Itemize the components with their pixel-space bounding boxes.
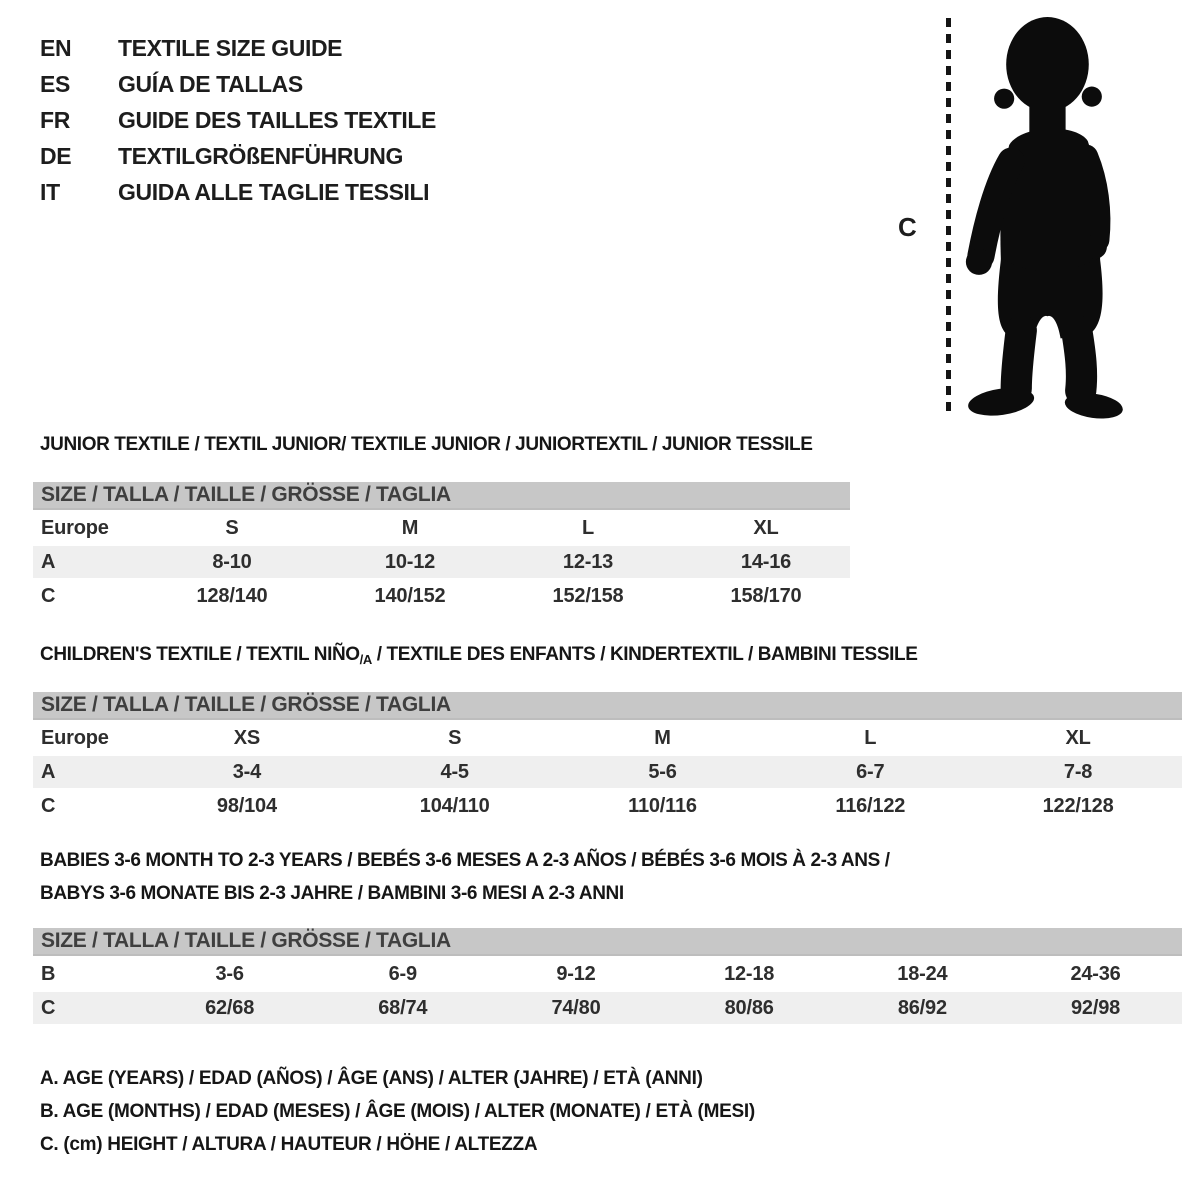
language-code: EN	[40, 34, 72, 61]
guide-title-es: GUÍA DE TALLAS	[118, 70, 303, 97]
size-cell: M	[401, 516, 419, 539]
table-row-height	[33, 788, 1182, 824]
height-cell: 116/122	[835, 794, 906, 817]
age-cell: 5-6	[648, 760, 677, 783]
size-cell: L	[581, 516, 595, 539]
table-row-height	[33, 578, 850, 614]
height-cell: 68/74	[378, 996, 428, 1019]
size-cell: XL	[1065, 726, 1091, 749]
height-cell: 128/140	[196, 584, 268, 607]
height-cell: 86/92	[897, 996, 947, 1019]
row-label: Europe	[41, 726, 109, 749]
guide-title-de: TEXTILGRÖßENFÜHRUNG	[118, 142, 403, 169]
height-cell: 110/116	[628, 794, 697, 817]
row-label: C	[41, 996, 56, 1019]
size-cell: M	[654, 726, 671, 749]
age-cell: 4-5	[440, 760, 469, 783]
row-label: C	[41, 794, 56, 817]
language-row-de	[40, 138, 436, 174]
row-label: A	[41, 550, 56, 573]
height-measure-dashed-line	[946, 18, 951, 415]
language-code: DE	[40, 142, 72, 169]
row-label: A	[41, 760, 56, 783]
size-cell: S	[225, 516, 239, 539]
size-cell: L	[864, 726, 877, 749]
age-cell: 6-7	[856, 760, 885, 783]
legend	[40, 1068, 755, 1167]
children-section-title	[40, 644, 917, 667]
height-measure-label: C	[898, 212, 917, 242]
height-cell: 74/80	[551, 996, 601, 1019]
size-cell: XL	[753, 516, 779, 539]
age-cell: 7-8	[1063, 760, 1093, 783]
size-header-bar: SIZE / TALLA / TAILLE / GRÖSSE / TAGLIA	[33, 692, 1182, 720]
baby-silhouette-icon	[962, 12, 1140, 420]
legend-age-months: B. AGE (MONTHS) / EDAD (MESES) / ÂGE (MOIS) / ALTER (MONATE) / ETÀ (MESI)	[40, 1101, 755, 1122]
legend-age-years: A. AGE (YEARS) / EDAD (AÑOS) / ÂGE (ANS) / ALTER (JAHRE) / ETÀ (ANNI)	[40, 1068, 703, 1089]
height-cell: 122/128	[1042, 794, 1114, 817]
size-cell: S	[448, 726, 462, 749]
language-row-en	[40, 30, 436, 66]
height-cell: 92/98	[1071, 996, 1121, 1019]
table-row-europe	[33, 510, 850, 546]
language-title-list	[40, 30, 436, 210]
months-cell: 9-12	[556, 962, 596, 985]
babies-size-table	[33, 928, 1182, 1024]
junior-section-title: JUNIOR TEXTILE / TEXTIL JUNIOR/ TEXTILE JUNIOR / JUNIORTEXTIL / JUNIOR TESSILE	[40, 434, 813, 455]
language-code: FR	[40, 106, 71, 133]
months-cell: 24-36	[1070, 962, 1121, 985]
height-cell: 62/68	[205, 996, 255, 1019]
language-code: IT	[40, 178, 60, 205]
junior-size-table	[33, 482, 850, 614]
age-cell: 14-16	[740, 550, 792, 573]
guide-title-en: TEXTILE SIZE GUIDE	[118, 34, 343, 61]
size-cell: XS	[233, 726, 261, 749]
height-cell: 140/152	[374, 584, 446, 607]
height-cell: 152/158	[552, 584, 624, 607]
children-size-table	[33, 692, 1182, 824]
height-cell: 158/170	[730, 584, 802, 607]
guide-title-it: GUIDA ALLE TAGLIE TESSILI	[118, 178, 430, 205]
row-label: B	[41, 962, 56, 985]
size-header-bar: SIZE / TALLA / TAILLE / GRÖSSE / TAGLIA	[33, 482, 850, 510]
age-cell: 12-13	[562, 550, 614, 573]
children-title-post: / TEXTILE DES ENFANTS / KINDERTEXTIL / BAMBINI TESSILE	[371, 644, 918, 665]
size-header-bar: SIZE / TALLA / TAILLE / GRÖSSE / TAGLIA	[33, 928, 1182, 956]
row-label: Europe	[41, 516, 109, 539]
months-cell: 3-6	[215, 962, 244, 985]
children-title-pre: CHILDREN'S TEXTILE / TEXTIL NIÑO	[40, 644, 360, 665]
babies-section-title-line1: BABIES 3-6 MONTH TO 2-3 YEARS / BEBÉS 3-6 MESES A 2-3 AÑOS / BÉBÉS 3-6 MOIS À 2-3 ANS /	[40, 850, 890, 871]
legend-height-cm: C. (cm) HEIGHT / ALTURA / HAUTEUR / HÖHE / ALTEZZA	[40, 1134, 538, 1155]
age-cell: 10-12	[384, 550, 436, 573]
months-cell: 18-24	[897, 962, 948, 985]
age-cell: 3-4	[232, 760, 262, 783]
age-cell: 8-10	[212, 550, 252, 573]
children-title-sub: /A	[359, 652, 372, 667]
table-row-months	[33, 956, 1182, 992]
language-row-fr	[40, 102, 436, 138]
table-row-europe	[33, 720, 1182, 756]
table-row-age	[33, 546, 850, 578]
language-row-it	[40, 174, 436, 210]
guide-title-fr: GUIDE DES TAILLES TEXTILE	[118, 106, 436, 133]
row-label: C	[41, 584, 56, 607]
table-row-height	[33, 992, 1182, 1024]
language-row-es	[40, 66, 436, 102]
babies-section-title-line2: BABYS 3-6 MONATE BIS 2-3 JAHRE / BAMBINI 3-6 MESI A 2-3 ANNI	[40, 883, 624, 904]
months-cell: 12-18	[724, 962, 775, 985]
months-cell: 6-9	[388, 962, 417, 985]
height-cell: 98/104	[216, 794, 277, 817]
table-row-age	[33, 756, 1182, 788]
height-cell: 104/110	[419, 794, 490, 817]
height-cell: 80/86	[724, 996, 774, 1019]
language-code: ES	[40, 70, 71, 97]
